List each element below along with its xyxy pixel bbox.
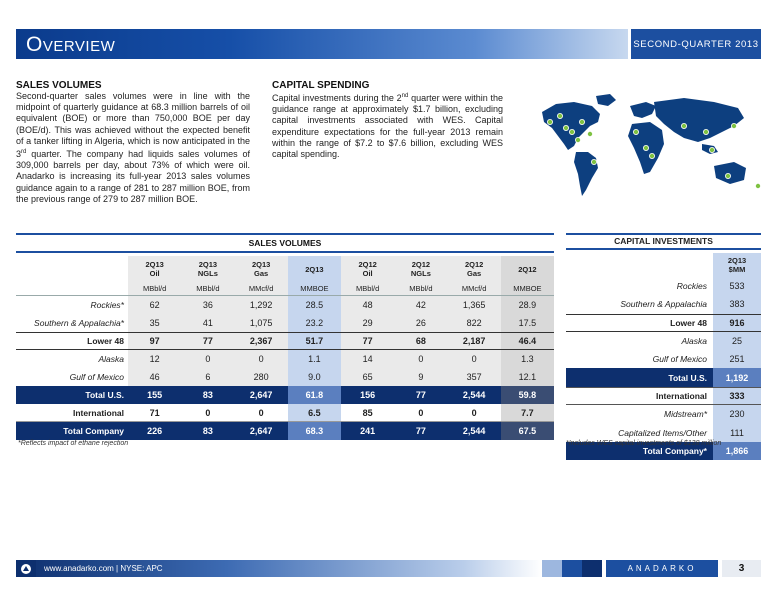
table-cell: 0 bbox=[418, 407, 424, 418]
table-row bbox=[16, 404, 554, 422]
map-asia bbox=[654, 98, 744, 142]
table-cell: 62 bbox=[128, 296, 181, 314]
table-cell: 1.1 bbox=[288, 350, 341, 368]
capital-spending-heading: CAPITAL SPENDING bbox=[272, 80, 370, 91]
capital-spending-sup: nd bbox=[401, 93, 409, 99]
table-cell: 1,292 bbox=[235, 296, 288, 314]
table-row-subtotal bbox=[16, 332, 554, 350]
table-cell: 68 bbox=[394, 333, 447, 349]
map-location-marker bbox=[681, 123, 686, 128]
footer-color-blocks bbox=[542, 560, 602, 577]
table-cell: 2,647 bbox=[249, 390, 273, 400]
table-row bbox=[16, 350, 554, 368]
table-cell: 1.3 bbox=[501, 350, 554, 368]
col-header: 2Q12 NGLs bbox=[394, 256, 447, 282]
map-location-marker bbox=[643, 145, 648, 150]
table-cell: 0 bbox=[181, 350, 234, 368]
sales-volumes-table bbox=[16, 256, 554, 440]
table-cell: 2,367 bbox=[235, 333, 288, 349]
table-cell: 7.7 bbox=[501, 404, 554, 421]
map-location-marker bbox=[731, 123, 736, 128]
table-cell: 333 bbox=[713, 388, 761, 404]
table-cell: 0 bbox=[258, 407, 264, 418]
row-label: Midstream* bbox=[664, 409, 707, 420]
page-title: Overview bbox=[26, 33, 116, 56]
row-label: Gulf of Mexico bbox=[69, 372, 124, 382]
table-cell: 35 bbox=[128, 314, 181, 332]
sales-volumes-section bbox=[16, 80, 250, 205]
unit-cell: MBbl/d bbox=[394, 282, 447, 295]
table-cell: 77 bbox=[415, 390, 426, 400]
sales-volumes-text-part1: Second-quarter sales volumes were in line with the midpoint of quarterly guidance at 68.3 million barrels of oil equivalent (BOE) or more than 750,000 BOE per day (BOE/d). This was achieved without the expected benefit of a tanker lifting in Algeria, which is now anticipated in the 3 bbox=[16, 91, 250, 160]
row-label: Lower 48 bbox=[87, 336, 124, 346]
table-cell: 46.4 bbox=[501, 333, 554, 349]
table-cell: 65 bbox=[341, 368, 394, 386]
col-header: 2Q12 bbox=[501, 256, 554, 282]
map-greenland bbox=[596, 94, 616, 106]
map-location-marker bbox=[569, 129, 574, 134]
sales-volumes-paragraph bbox=[16, 91, 250, 205]
col-header: 2Q13 Oil bbox=[128, 256, 181, 282]
unit-cell: MBbl/d bbox=[181, 282, 234, 295]
table-cell: 51.7 bbox=[288, 333, 341, 349]
table-cell: 251 bbox=[713, 350, 761, 368]
table-cell: 111 bbox=[713, 423, 761, 441]
row-label: Alaska bbox=[681, 336, 707, 347]
sales-volumes-sup: rd bbox=[21, 149, 27, 156]
map-location-marker bbox=[591, 159, 596, 164]
table-cell: 0 bbox=[235, 350, 288, 368]
table-cell: 2,187 bbox=[448, 333, 501, 349]
table-cell: 48 bbox=[341, 296, 394, 314]
table-units-row bbox=[16, 282, 554, 296]
header-title-band bbox=[16, 29, 628, 59]
map-north-america bbox=[542, 102, 600, 150]
table-cell: 822 bbox=[448, 314, 501, 332]
col-header: 2Q13 NGLs bbox=[181, 256, 234, 282]
table-row bbox=[566, 405, 761, 423]
table-cell: 61.8 bbox=[288, 386, 341, 404]
world-map bbox=[534, 92, 762, 200]
table-cell: 0 bbox=[205, 407, 211, 418]
footer-bar bbox=[16, 560, 761, 577]
row-label: Gulf of Mexico bbox=[652, 354, 707, 365]
table-cell: 357 bbox=[448, 368, 501, 386]
col-header: 2Q12 Gas bbox=[448, 256, 501, 282]
table-cell: 6.5 bbox=[288, 404, 341, 421]
col-header: 2Q13 $MM bbox=[713, 253, 761, 277]
company-logo-icon bbox=[16, 560, 36, 577]
table-cell: 77 bbox=[181, 333, 234, 349]
capital-footnote: *Includes WES capital investments of $138 million bbox=[566, 440, 722, 447]
map-location-marker bbox=[725, 173, 730, 178]
table-row-total-us bbox=[566, 368, 761, 386]
map-location-marker bbox=[587, 131, 592, 136]
row-label: International bbox=[655, 390, 707, 401]
table-cell: 59.8 bbox=[501, 386, 554, 404]
table-cell: 28.5 bbox=[288, 296, 341, 314]
table-cell: 25 bbox=[713, 332, 761, 350]
col-header: 2Q13 Gas bbox=[235, 256, 288, 282]
table-row-total-us bbox=[16, 386, 554, 404]
map-location-marker bbox=[579, 119, 584, 124]
table-cell: 1,365 bbox=[448, 296, 501, 314]
map-location-marker bbox=[755, 183, 760, 188]
capital-investments-table bbox=[566, 253, 761, 460]
sales-footnote: *Reflects impact of ethane rejection bbox=[18, 440, 129, 447]
row-label: Southern & Appalachia* bbox=[34, 318, 124, 328]
table-cell: 68.3 bbox=[288, 422, 341, 440]
table-cell: 6 bbox=[181, 368, 234, 386]
table-cell: 226 bbox=[147, 426, 163, 436]
row-label: Rockies bbox=[676, 281, 707, 292]
table-cell: 280 bbox=[235, 368, 288, 386]
table-cell: 383 bbox=[713, 295, 761, 313]
page-number: 3 bbox=[722, 560, 761, 577]
col-header: 2Q13 bbox=[288, 256, 341, 282]
map-location-marker bbox=[649, 153, 654, 158]
row-label: Total U.S. bbox=[668, 372, 707, 383]
table-cell: 17.5 bbox=[501, 314, 554, 332]
table-cell: 916 bbox=[713, 315, 761, 331]
table-cell: 83 bbox=[202, 390, 213, 400]
table-cell: 29 bbox=[341, 314, 394, 332]
table-cell: 533 bbox=[713, 277, 761, 295]
map-europe bbox=[630, 102, 656, 118]
table-row-total-company bbox=[16, 422, 554, 440]
table-header-row bbox=[16, 256, 554, 282]
table-cell: 67.5 bbox=[501, 422, 554, 440]
row-label: Total Company* bbox=[642, 445, 707, 456]
table-cell: 36 bbox=[181, 296, 234, 314]
table-cell: 28.9 bbox=[501, 296, 554, 314]
table-row bbox=[566, 350, 761, 368]
row-label: Lower 48 bbox=[670, 317, 707, 328]
table-row bbox=[16, 314, 554, 332]
map-location-marker bbox=[557, 113, 562, 118]
table-cell: 156 bbox=[360, 390, 376, 400]
table-cell: 77 bbox=[341, 333, 394, 349]
map-location-marker bbox=[633, 129, 638, 134]
map-location-marker bbox=[703, 129, 708, 134]
unit-cell: MMcf/d bbox=[448, 282, 501, 295]
unit-cell: MBbl/d bbox=[341, 282, 394, 295]
footer-website[interactable]: www.anadarko.com | NYSE: APC bbox=[44, 564, 163, 573]
table-cell: 155 bbox=[147, 390, 163, 400]
table-cell: 77 bbox=[415, 426, 426, 436]
header-bar bbox=[16, 29, 761, 59]
table-cell: 9.0 bbox=[288, 368, 341, 386]
table-row bbox=[566, 423, 761, 441]
table-row bbox=[566, 332, 761, 350]
table-row-subtotal bbox=[566, 314, 761, 332]
map-location-marker bbox=[547, 119, 552, 124]
table-header-row bbox=[566, 253, 761, 277]
table-cell: 0 bbox=[448, 350, 501, 368]
table-cell: 26 bbox=[394, 314, 447, 332]
table-cell: 9 bbox=[394, 368, 447, 386]
row-label: Total U.S. bbox=[85, 390, 124, 400]
table-cell: 0 bbox=[471, 407, 477, 418]
row-label: Capitalized Items/Other bbox=[618, 427, 707, 438]
table-cell: 2,647 bbox=[249, 426, 273, 436]
map-location-marker bbox=[709, 147, 714, 152]
row-label: Southern & Appalachia bbox=[620, 299, 707, 310]
table-cell: 2,544 bbox=[462, 390, 486, 400]
unit-cell: MMBOE bbox=[501, 282, 554, 295]
period-badge: SECOND-QUARTER 2013 bbox=[631, 29, 761, 59]
table-cell: 2,544 bbox=[462, 426, 486, 436]
table-cell: 1,192 bbox=[713, 368, 761, 386]
unit-cell: MMBOE bbox=[288, 282, 341, 295]
row-label: Alaska bbox=[98, 354, 124, 364]
footer-brand: ANADARKO bbox=[606, 560, 718, 577]
capital-spending-text-part1: Capital investments during the 2 bbox=[272, 93, 402, 103]
col-header: 2Q12 Oil bbox=[341, 256, 394, 282]
sales-volumes-table-title: SALES VOLUMES bbox=[16, 233, 554, 253]
row-label: Total Company bbox=[63, 426, 124, 436]
table-cell: 85 bbox=[362, 407, 373, 418]
table-cell: 42 bbox=[394, 296, 447, 314]
table-cell: 0 bbox=[394, 350, 447, 368]
map-location-marker bbox=[563, 125, 568, 130]
table-cell: 1,866 bbox=[713, 442, 761, 460]
capital-investments-table-title: CAPITAL INVESTMENTS bbox=[566, 233, 761, 250]
table-cell: 12 bbox=[128, 350, 181, 368]
unit-cell: MMcf/d bbox=[235, 282, 288, 295]
sales-volumes-heading: SALES VOLUMES bbox=[16, 80, 102, 91]
table-cell: 14 bbox=[341, 350, 394, 368]
map-location-marker bbox=[575, 137, 580, 142]
table-cell: 23.2 bbox=[288, 314, 341, 332]
map-australia bbox=[714, 162, 746, 184]
table-row bbox=[16, 368, 554, 386]
table-cell: 12.1 bbox=[501, 368, 554, 386]
table-cell: 41 bbox=[181, 314, 234, 332]
table-cell: 1,075 bbox=[235, 314, 288, 332]
sales-volumes-text-part2: quarter. The company had liquids sales volumes of 309,000 barrels per day, about 73% of which were oil. Anadarko is increasing its full-year 2013 sales volumes guidance again to a range of 281 to 287 million BOE, from the previous range of 279 to 287 million BOE. bbox=[16, 149, 250, 204]
map-south-america bbox=[574, 152, 598, 196]
unit-cell: MBbl/d bbox=[128, 282, 181, 295]
table-row bbox=[566, 387, 761, 405]
table-cell: 241 bbox=[360, 426, 376, 436]
table-cell: 71 bbox=[149, 407, 160, 418]
table-cell: 83 bbox=[202, 426, 213, 436]
capital-spending-section bbox=[272, 80, 503, 160]
table-cell: 46 bbox=[128, 368, 181, 386]
capital-spending-paragraph bbox=[272, 91, 503, 160]
table-row bbox=[16, 296, 554, 314]
table-cell: 230 bbox=[713, 405, 761, 423]
table-cell: 97 bbox=[128, 333, 181, 349]
table-row bbox=[566, 295, 761, 313]
capital-spending-text-part2: quarter were within the guidance range at approximately $1.7 billion, excluding capital investments associated with WES. Capital expenditure expectations for the full-year 2013 remain within the range of $7.2 to $7.6 billion, excluding WES capital spending. bbox=[272, 93, 503, 160]
footer-left-band bbox=[16, 560, 542, 577]
row-label: International bbox=[72, 407, 124, 418]
table-row bbox=[566, 277, 761, 295]
row-label: Rockies* bbox=[90, 300, 124, 310]
